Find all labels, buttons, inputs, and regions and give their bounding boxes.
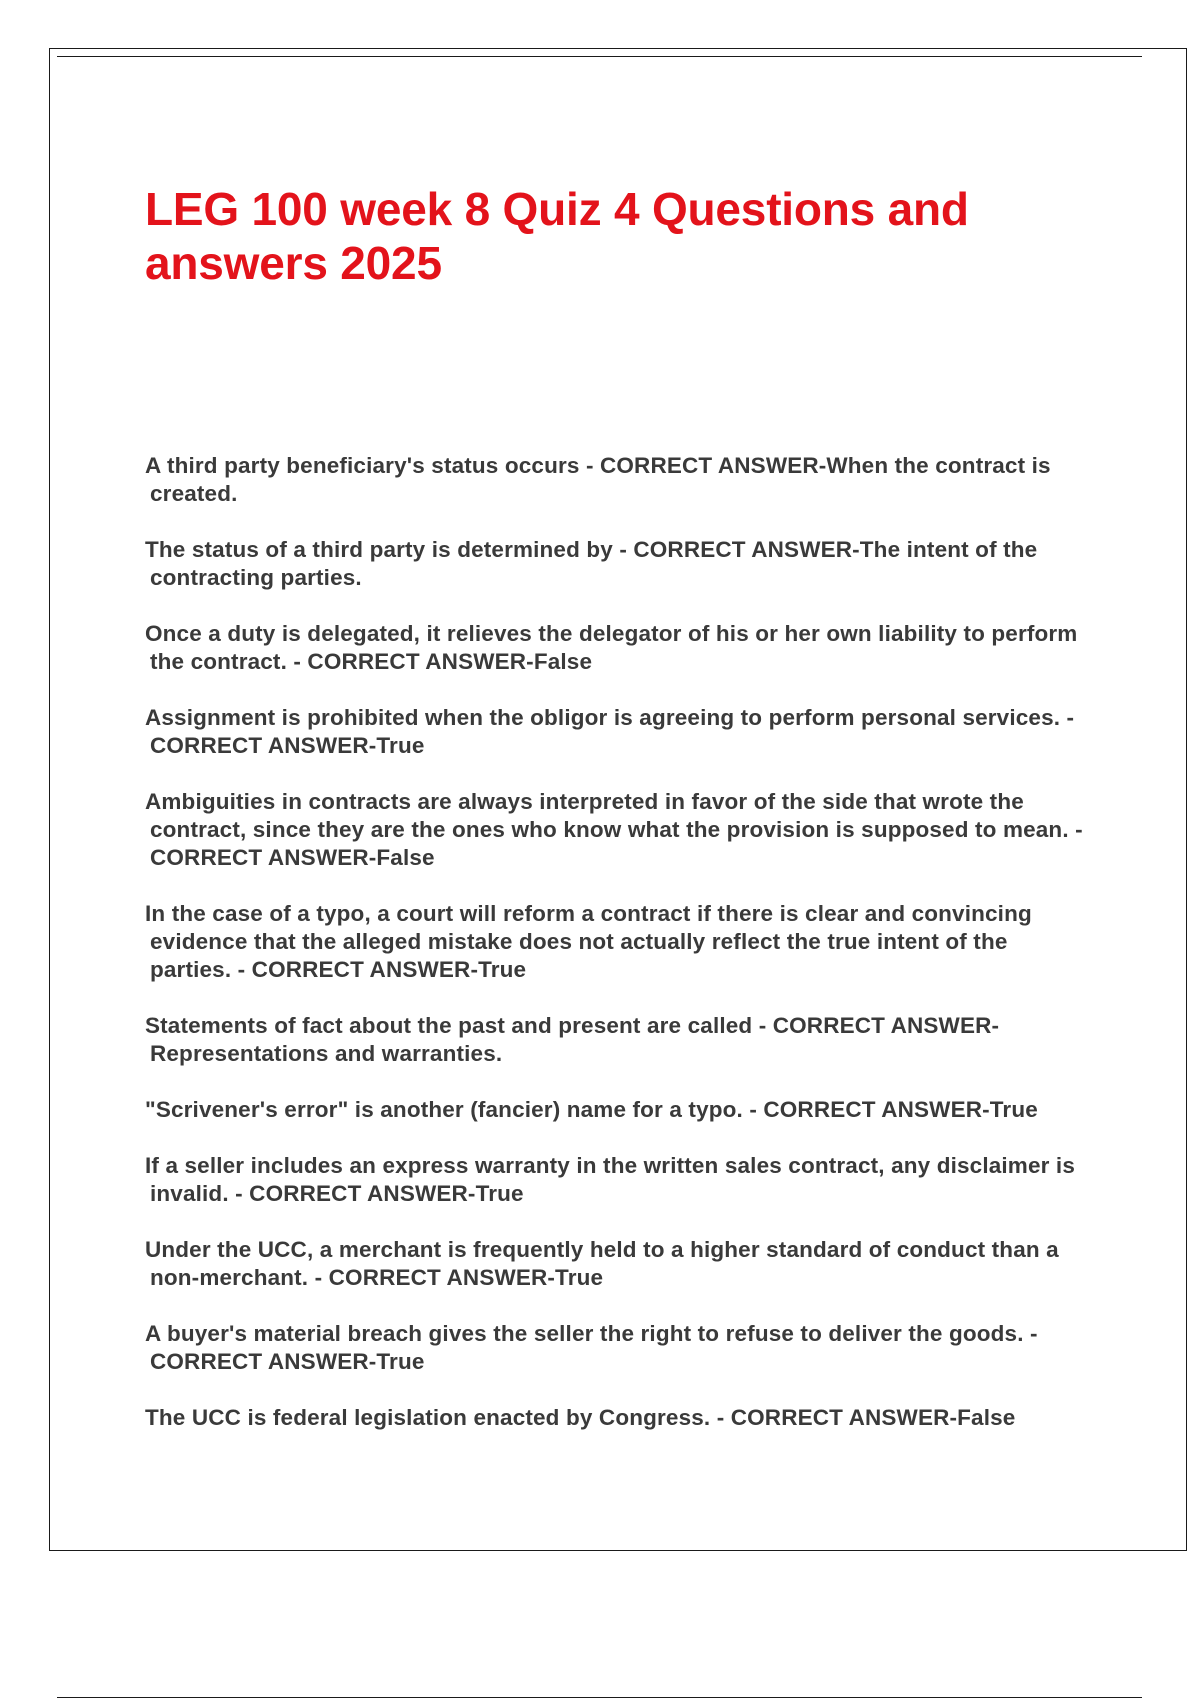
qa-item: A third party beneficiary's status occurs - CORRECT ANSWER-When the contract is created. (145, 453, 1051, 506)
bottom-rule (57, 1697, 1142, 1698)
qa-item: Under the UCC, a merchant is frequently held to a higher standard of conduct than a non-merchant. - CORRECT ANSWER-True (145, 1237, 1059, 1290)
qa-item: In the case of a typo, a court will reform a contract if there is clear and convincing evidence that the alleged mistake does not actually reflect the true intent of the parties. - CORRECT ANSWER-True (145, 901, 1032, 982)
qa-item: "Scrivener's error" is another (fancier) name for a typo. - CORRECT ANSWER-True (145, 1097, 1038, 1122)
document-title: LEG 100 week 8 Quiz 4 Questions and answers 2025 (145, 183, 969, 289)
qa-item: The status of a third party is determined by - CORRECT ANSWER-The intent of the contracting parties. (145, 537, 1038, 590)
qa-item: The UCC is federal legislation enacted by Congress. - CORRECT ANSWER-False (145, 1405, 1016, 1430)
qa-item: Once a duty is delegated, it relieves the delegator of his or her own liability to perform the contract. - CORRECT ANSWER-False (145, 621, 1078, 674)
top-rule (57, 56, 1142, 57)
qa-item: Assignment is prohibited when the obligor is agreeing to perform personal services. - CORRECT ANSWER-True (145, 705, 1075, 758)
qa-item: Statements of fact about the past and present are called - CORRECT ANSWER-Representations and warranties. (145, 1013, 1000, 1066)
qa-item: Ambiguities in contracts are always interpreted in favor of the side that wrote the contract, since they are the ones who know what the provision is supposed to mean. - CORRECT ANSWER-False (145, 789, 1083, 870)
qa-item: A buyer's material breach gives the seller the right to refuse to deliver the goods. - CORRECT ANSWER-True (145, 1321, 1038, 1374)
qa-list (145, 452, 1090, 1460)
qa-item: If a seller includes an express warranty in the written sales contract, any disclaimer is invalid. - CORRECT ANSWER-True (145, 1153, 1075, 1206)
